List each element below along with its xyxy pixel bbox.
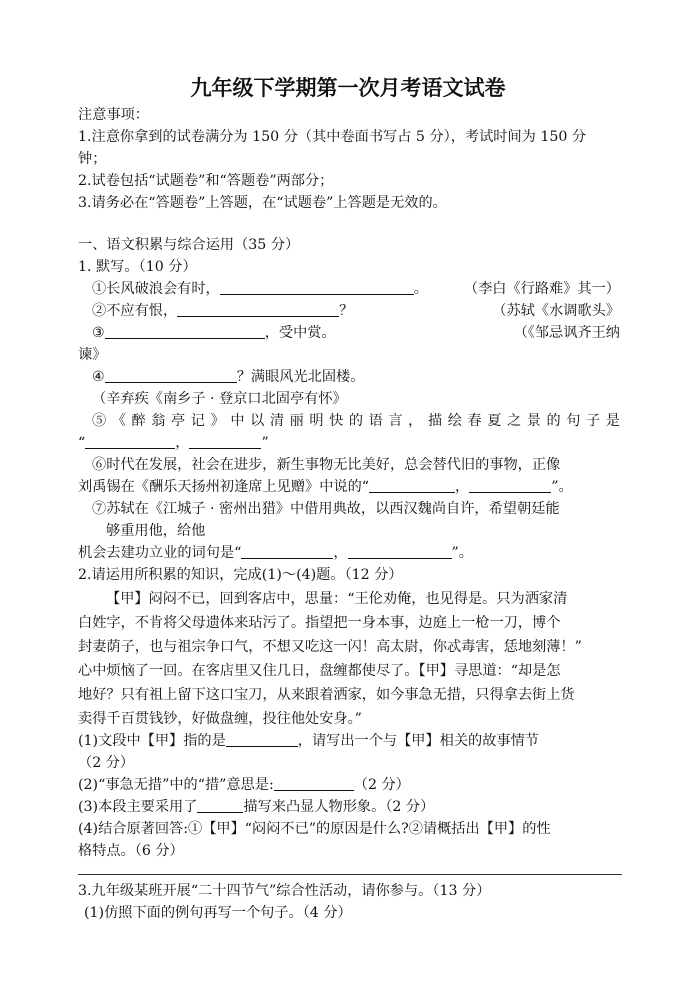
question-2-heading: 2.请运用所积累的知识，完成(1)～(4)题。（12 分） (78, 567, 403, 583)
passage-line: 心中烦恼了一回。在客店里又住几日，盘缠都使尽了。【甲】寻思道：“却是怎 (78, 663, 561, 679)
answer-blank[interactable] (348, 543, 452, 559)
recite-line-1: ①长风破浪会有时， 。 (92, 281, 428, 297)
passage-line: 封妻荫子，也与祖宗争口气，不想又吃这一闪！高太尉，你忒毒害，恁地刻薄！” (78, 639, 582, 655)
passage-line: 地好？只有祖上留下这口宝刀，从来跟着洒家，如今事急无措，只得拿去街上货 (78, 687, 575, 703)
question-3-sub-1: (1)仿照下面的例句再写一个句子。（4 分） (84, 905, 352, 921)
answer-blank[interactable] (189, 433, 261, 449)
answer-blank[interactable] (105, 323, 265, 339)
answer-blank[interactable] (369, 477, 455, 493)
section-heading: 一、语文积累与综合运用（35 分） (78, 237, 300, 253)
recite-line-7-blanks: 机会去建功立业的词句是“ ， ”。 (78, 545, 473, 561)
note-3: 3.请务必在“答题卷”上答题，在“试题卷”上答题是无效的。 (78, 195, 447, 211)
sub-question-4-cont: 格特点。（6 分） (78, 843, 184, 859)
note-2: 2.试卷包括“试题卷”和“答题卷”两部分； (78, 173, 334, 189)
answer-blank[interactable] (105, 367, 237, 383)
answer-blank[interactable] (226, 731, 298, 747)
recite-source-4: （辛弃疾《南乡子 · 登京口北固亭有怀》 (92, 391, 347, 407)
question-3-heading: 3.九年级某班开展“二十四节气”综合性活动，请你参与。（13 分） (78, 883, 491, 899)
answer-blank[interactable] (177, 301, 339, 317)
recite-line-5: ⑤《醉翁亭记》中以清丽明快的语言，描绘春夏之景的句子是 (92, 413, 620, 429)
note-1: 1.注意你拿到的试卷满分为 150 分（其中卷面书写占 5 分），考试时间为 150 分 (78, 129, 587, 145)
recite-line-5-blanks: “ ， ” (78, 435, 269, 451)
passage-line: 【甲】闷闷不已，回到客店中，思量：“王伦劝俺，也见得是。只为洒家清 (106, 591, 568, 607)
recite-line-4: ④ ？满眼风光北固楼。 (92, 369, 365, 385)
answer-blank[interactable] (220, 279, 414, 295)
answer-blank[interactable] (85, 433, 175, 449)
answer-blank[interactable] (241, 543, 333, 559)
sub-question-4: (4)结合原著回答:①【甲】“闷闷不已”的原因是什么?②请概括出【甲】的性 (78, 821, 551, 837)
recite-line-6: ⑥时代在发展，社会在进步，新生事物无比美好，总会替代旧的事物，正像 (92, 457, 561, 473)
question-1-heading: 1. 默写。（10 分） (78, 259, 197, 275)
page-title: 九年级下学期第一次月考语文试卷 (190, 76, 506, 100)
sub-question-1-score: （2 分） (78, 755, 135, 771)
passage-line: 卖得千百贯钱钞，好做盘缠，投往他处安身。” (78, 711, 362, 727)
recite-line-2: ②不应有恨， ？ (92, 303, 354, 319)
sub-question-3: (3)本段主要采用了 描写来凸显人物形象。（2 分） (78, 799, 435, 815)
notes-heading: 注意事项： (78, 107, 149, 123)
recite-line-7: ⑦苏轼在《江城子 · 密州出猎》中借用典故，以西汉魏尚自许，希望朝廷能 (92, 501, 560, 517)
answer-blank[interactable] (469, 477, 551, 493)
sub-question-1: (1)文段中【甲】指的是 ，请写出一个与【甲】相关的故事情节 (78, 733, 539, 749)
recite-line-6-cont: 刘禹锡在《酬乐天扬州初逢席上见赠》中说的“ ， ”。 (78, 479, 573, 495)
answer-blank[interactable] (274, 775, 354, 791)
recite-source-1: （李白《行路难》其一） (463, 281, 620, 297)
passage-line: 白姓字，不肯将父母遗体来玷污了。指望把一身本事，边庭上一枪一刀，博个 (78, 615, 561, 631)
recite-source-2: （苏轼《水调歌头》 (492, 303, 620, 319)
recite-source-3: （《邹忌讽齐王纳 (513, 325, 620, 341)
answer-blank[interactable] (197, 797, 243, 813)
section-divider (78, 874, 622, 875)
sub-question-2: (2)“事急无措”中的“措”意思是: （2 分） (78, 777, 410, 793)
recite-source-3-cont: 谏》 (78, 347, 107, 363)
recite-line-7-cont: 够重用他，给他 (106, 523, 206, 539)
recite-line-3: ③ ，受中赏。 (92, 325, 336, 341)
note-1-cont: 钟； (78, 151, 107, 167)
